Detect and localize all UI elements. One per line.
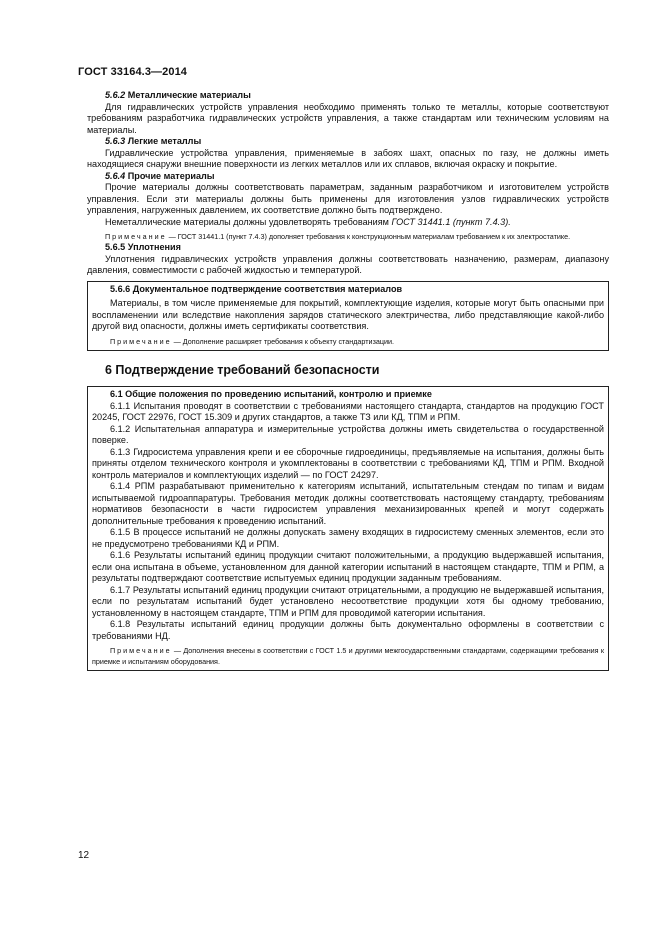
clause-6-1-8: 6.1.8 Результаты испытаний единиц продукции должны быть документально оформлены в соответствии с требованиями НД. <box>92 619 604 641</box>
clause-5-6-2-heading: 5.6.2 Металлические материалы <box>105 90 251 100</box>
page-content <box>87 90 609 671</box>
clause-5-6-6-note: Примечание — Дополнение расширяет требования к объекту стандартизации. <box>110 336 394 346</box>
clause-5-6-4-note: Примечание — ГОСТ 31441.1 (пункт 7.4.3) дополняет требования к конструкционным материалам требованием к их электростатике. <box>105 232 571 241</box>
clause-6-1-4: 6.1.4 РПМ разрабатывают применительно к категориям испытаний, испытательным стендам по типам и видам испытываемой гидроаппаратуры. Требования методик должны соответствовать настоящему стандарту, требованиям нормативов безопасности в части гидросистем управления механизированных крепей и могут содержать дополнительные требования к проведению испытаний. <box>92 481 604 526</box>
clause-6-1-6: 6.1.6 Результаты испытаний единиц продукции считают положительными, а продукцию выдержавшей испытания, если она испытана в объеме, установленном для данной категории испытаний в настоящем стандарте, ТПМ и РПМ, а результаты подтверждают соответствие испытуемых единиц продукции заданным требованиям. <box>92 550 604 583</box>
clause-5-6-6-heading: 5.6.6 Документальное подтверждение соответствия материалов <box>110 283 403 294</box>
clause-6-1-note: Примечание — Дополнения внесены в соответствии с ГОСТ 1.5 и другими межгосударственными стандартами, содержащими требования к приемке и испытаниям оборудования. <box>92 646 604 666</box>
clause-6-1-box <box>87 386 609 671</box>
clause-6-1-2: 6.1.2 Испытательная аппаратура и измерительные устройства должны иметь свидетельства о государственной поверке. <box>92 423 604 445</box>
page-number: 12 <box>78 850 90 861</box>
clause-5-6-5-text: Уплотнения гидравлических устройств управления должны соответствовать назначению, размерам, диапазону давления, совместимости с рабочей жидкостью и температурой. <box>87 253 609 275</box>
standard-header: ГОСТ 33164.3—2014 <box>78 66 188 78</box>
section-6-title: 6 Подтверждение требований безопасности <box>105 362 380 377</box>
gost-reference: ГОСТ 31441.1 (пункт 7.4.3). <box>391 216 511 227</box>
clause-6-1-heading: 6.1 Общие положения по проведению испытаний, контролю и приемке <box>110 389 432 399</box>
clause-6-1-7: 6.1.7 Результаты испытаний единиц продукции считают отрицательными, а продукцию не выдержавшей испытания, если по результатам испытаний будет установлено несоответствие продукции хотя бы одному требованию, установленному в настоящем стандарте, ТПМ и РПМ для проводимой категории испытания. <box>92 584 604 618</box>
clause-5-6-6-box <box>87 281 609 351</box>
clause-6-1-3: 6.1.3 Гидросистема управления крепи и ее сборочные гидроединицы, предъявляемые на испытания, должны быть приняты отделом технического контроля и укомплектованы в соответствии с требованиями КД, ТПМ и РПМ. Входной контроль материалов и комплектующих изделий — по ГОСТ 24297. <box>92 446 604 480</box>
clause-5-6-6-text: Материалы, в том числе применяемые для покрытий, комплектующие изделия, которые могут быть опасными при воспламенении или вследствие накопления зарядов статического электричества, либо представляющие какой-либо другой вид опасности, должны иметь сертификаты соответствия. <box>92 298 604 331</box>
clause-5-6-2-text: Для гидравлических устройств управления необходимо применять только те металлы, которые соответствуют требованиям разработчика гидравлических устройств управления, а также стандартам или техническим условиям на материалы. <box>87 101 609 135</box>
clause-5-6-3-heading: 5.6.3 Легкие металлы <box>105 136 202 146</box>
clause-5-6-3-text: Гидравлические устройства управления, применяемые в забоях шахт, опасных по газу, не должны иметь находящиеся снаружи внешние поверхности из легких металлов или их сплавов, включая окраску и покрытие. <box>87 147 609 169</box>
clause-5-6-4-text: Прочие материалы должны соответствовать параметрам, заданным разработчиком и изготовителем устройств управления. Если эти материалы должны быть применены для изготовления узлов гидравлических устройств управления, нагруженных давлением, их соответствие должно быть подтверждено. <box>87 182 609 215</box>
clause-6-1-1: 6.1.1 Испытания проводят в соответствии с требованиями настоящего стандарта, стандартов на продукцию ГОСТ 20245, ГОСТ 22976, ГОСТ 15.309 и других стандартов, а также ТЗ или КД, ТПМ и РПМ. <box>92 400 604 422</box>
clause-5-6-5-heading: 5.6.5 Уплотнения <box>105 242 181 252</box>
clause-6-1-5: 6.1.5 В процессе испытаний не должны допускать замену входящих в гидросистему сменных элементов, если это не предусмотрено требованиями КД и РПМ. <box>92 527 604 549</box>
clause-5-6-4-heading: 5.6.4 Прочие материалы <box>105 170 215 181</box>
clause-5-6-4-nonmetallic: Неметаллические материалы должны удовлетворять требованиям ГОСТ 31441.1 (пункт 7.4.3). <box>105 216 511 227</box>
